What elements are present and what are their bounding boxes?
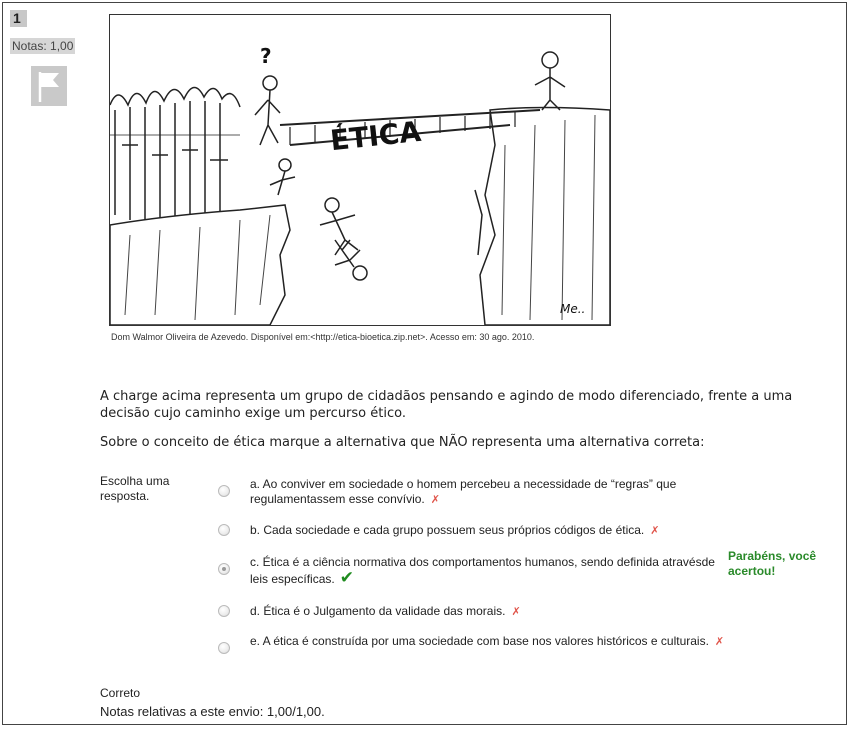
option-c-text: c. Ética é a ciência normativa dos comportamentos humanos, sendo definida atravésde leis específicas. [250, 555, 715, 586]
ethics-cartoon [109, 14, 611, 326]
wrong-mark-icon: ✗ [511, 606, 521, 618]
cartoon-word: ÉTICA [328, 114, 423, 158]
wrong-mark-icon: ✗ [714, 636, 725, 648]
question-number: 1 [10, 10, 27, 27]
question-prompt: Sobre o conceito de ética marque a alternativa que NÃO representa uma alternativa correta: [100, 435, 705, 450]
wrong-mark-icon: ✗ [430, 494, 440, 506]
option-a-radio[interactable] [218, 485, 230, 497]
cartoon-drawing [110, 15, 610, 325]
wrong-mark-icon: ✗ [650, 525, 660, 537]
score-summary: Notas relativas a este envio: 1,00/1,00. [100, 704, 325, 719]
option-c-radio[interactable] [218, 563, 230, 575]
cartoon-signature: Me.. [560, 302, 586, 316]
feedback-congrats: Parabéns, você acertou! [728, 549, 817, 578]
cartoon-question: ? [260, 44, 272, 68]
question-context: A charge acima representa um grupo de cidadãos pensando e agindo de modo diferenciado, frente a uma decisão cujo caminho exige um percurso ético. [100, 389, 793, 421]
flag-icon [31, 66, 67, 106]
flag-button[interactable] [31, 66, 67, 106]
option-e-text: e. A ética é construída por uma sociedade com base nos valores históricos e culturais. [250, 634, 709, 648]
grade-label: Notas: 1,00 [12, 39, 74, 53]
option-e-radio[interactable] [218, 642, 230, 654]
option-d-text: d. Ética é o Julgamento da validade das morais. [250, 604, 506, 618]
option-d-radio[interactable] [218, 605, 230, 617]
correct-check-icon: ✔ [339, 568, 354, 587]
choose-answer-label: Escolha uma resposta. [100, 474, 170, 503]
option-b-radio[interactable] [218, 524, 230, 536]
cartoon-caption: Dom Walmor Oliveira de Azevedo. Disponível em:<http://etica-bioetica.zip.net>. Acesso em: 30 ago. 2010. [111, 332, 535, 342]
option-b-text: b. Cada sociedade e cada grupo possuem seus próprios códigos de ética. [250, 523, 645, 537]
result-status: Correto [100, 686, 141, 700]
option-a-text: a. Ao conviver em sociedade o homem percebeu a necessidade de “regras” que regulamentassem esse convívio. [250, 477, 677, 506]
